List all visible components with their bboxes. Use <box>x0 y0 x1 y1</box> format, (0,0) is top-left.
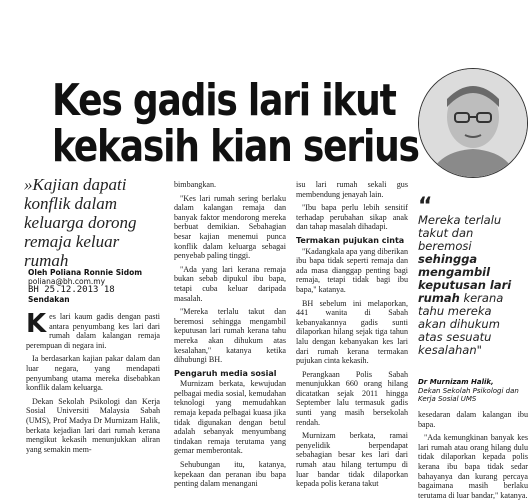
byline-email: poliana@bh.com.my <box>28 277 106 286</box>
column-1 <box>26 309 160 458</box>
handwritten-date: BH 25.12.2013 18 <box>28 285 115 295</box>
col2-paragraph-1: bimbangkan. <box>174 180 217 189</box>
byline-location: Sendakan <box>28 295 70 304</box>
column-2 <box>174 180 286 493</box>
col2-paragraph-3: "Ada yang lari kerana remaja bukan sebab dipukul ibu bapa, tetapi cuba keluar daripada masalah. <box>174 264 286 303</box>
col4-paragraph-2: "Ada kemungkinan banyak kes lari rumah atau orang hilang dulu tidak dilaporkan kepada polis kerana ibu bapa tidak sedar bahayanya dan kurang percaya bagaimana masih berlaku terutama di luar bandar," katanya. <box>418 433 528 500</box>
col3-paragraph-5: Perangkaan Polis Sabah menunjukkan 660 orang hilang dicatatkan sejak 2011 hingga September lalu termasuk gadis sunti yang masih bersekolah rendah. <box>296 369 408 427</box>
col1-paragraph-1: es lari kaum gadis dengan pasti antara penyumbang kes lari dari rumah dalam kalangan remaja perempuan di negara ini. <box>26 312 160 350</box>
pull-quote-source-role: Dekan Sekolah Psikologi dan Kerja Sosial UMS <box>418 386 519 403</box>
headline <box>52 75 419 172</box>
pull-quote-bold: sehingga mengambil keputusan lari rumah <box>418 252 512 305</box>
col2-paragraph-2: "Kes lari rumah sering berlaku dalam kalangan remaja dan banyak faktor mendorong mereka berbuat demikian. Sebahagian besar kajian menemui punca konflik dalam keluarga sebagai penyebab paling tinggi. <box>174 193 286 261</box>
col1-paragraph-3: Dekan Sekolah Psikologi dan Kerja Sosial Universiti Malaysia Sabah (UMS), Prof Madya Dr Murnizam Halik, berkata kejadian lari dari rumah kerana mengikut kekasih menunjukkan aliran yang semakin mem- <box>26 396 160 454</box>
pull-quote-source <box>418 378 528 404</box>
headline-line-1: Kes gadis lari ikut <box>52 75 396 126</box>
col3-paragraph-4: BH sebelum ini melaporkan, 441 wanita di Sabah kebanyakannya gadis sunti dilaporkan hilang sejak tiga tahun lalu dengan kebanyakan kes lari dari rumah kerana termakan pujukan cinta kekasih. <box>296 298 408 366</box>
quote-mark: “ <box>418 194 433 219</box>
col4-paragraph-1: kesedaran dalam kalangan ibu bapa. <box>418 410 528 429</box>
byline <box>28 268 178 304</box>
pull-quote-text-2: kerana tahu mereka akan dihukum atas sesuatu kesalahan" <box>418 291 504 357</box>
col2-paragraph-6: Sehubungan itu, katanya, kepekaan dan peranan ibu bapa penting dalam menangani <box>174 460 286 489</box>
pull-quote <box>418 194 523 357</box>
portrait-photo <box>418 68 528 178</box>
col2-paragraph-4: "Mereka terlalu takut dan beremosi sehingga mengambil keputusan lari rumah kerana tahu mereka akan dihukum atas kesalahan," katanya ketika dihubungi BH. <box>174 307 286 365</box>
col3-paragraph-6: Murnizam berkata, ramai penyelidik berpendapat sebahagian besar kes lari dari rumah atau hilang tertumpu di luar bandar tidak dilaporkan kepada polis kerana takut <box>296 431 408 489</box>
col3-paragraph-1: isu lari rumah sekali gus membendung jenayah lain. <box>296 180 408 199</box>
column-3 <box>296 180 408 493</box>
column-4 <box>418 410 528 504</box>
deck-subtitle: »Kajian dapati konflik dalam keluarga dorong remaja keluar rumah <box>24 175 137 270</box>
pull-quote-text-1: Mereka terlalu takut dan beremosi <box>418 213 502 253</box>
drop-cap: K <box>26 309 47 339</box>
headline-line-2: kekasih kian serius <box>52 121 419 172</box>
col2-paragraph-5: Murnizam berkata, kewujudan pelbagai media sosial, kemudahan teknologi yang memudahkan remaja kepada pelbagai kuasa jika tidak digunakan dengan betul adalah sebanyak menyumbang tindakan remaja terutama yang gemar memberontak. <box>174 379 286 456</box>
handwritten-annotation <box>20 0 380 30</box>
col3-subhead: Termakan pujukan cinta <box>296 235 405 245</box>
pull-quote-source-name: Dr Murnizam Halik, <box>418 378 494 386</box>
col3-paragraph-2: "Ibu bapa perlu lebih sensitif terhadap perubahan sikap anak dan tahap masalah dihadapi. <box>296 203 408 232</box>
byline-author: Oleh Poliana Ronnie Sidom <box>28 268 143 277</box>
col3-paragraph-3: "Kadangkala apa yang diberikan ibu bapa tidak seperti remaja dan ada masa dianggap penting bagi remaja, tetapi tidak bagi ibu bapa," katanya. <box>296 246 408 294</box>
col1-paragraph-2: Ia berdasarkan kajian pakar dalam dan luar negara, yang mendapati penyumbang utama mereka disebabkan konflik dalam keluarga. <box>26 354 160 393</box>
col2-subhead: Pengaruh media sosial <box>174 368 277 378</box>
portrait-image-icon <box>419 69 527 177</box>
